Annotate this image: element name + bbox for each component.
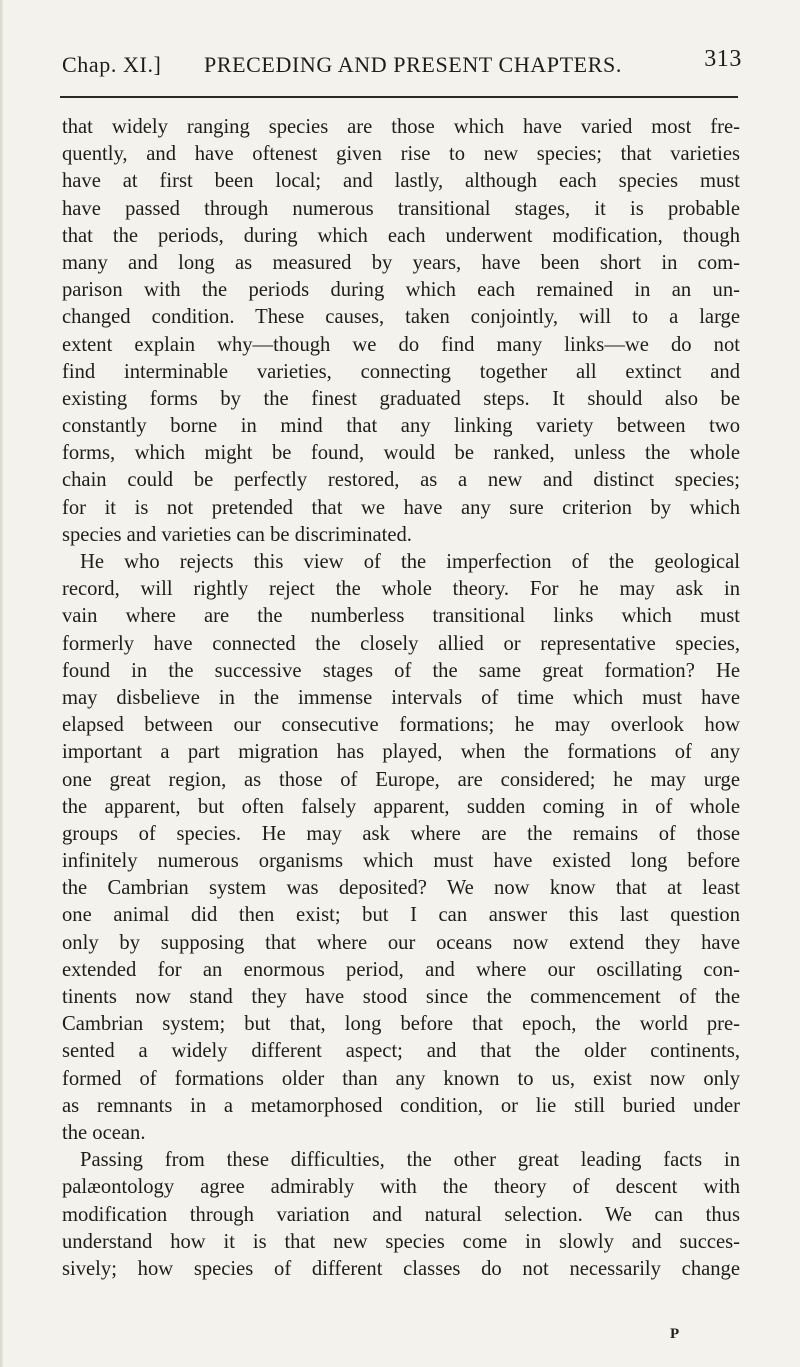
text-line: one animal did then exist; but I can answer this last question — [62, 904, 740, 927]
chapter-label: Chap. XI.] — [62, 52, 162, 77]
text-line: record, will rightly reject the whole theory. For he may ask in — [62, 578, 740, 601]
text-line: parison with the periods during which each remained in an un- — [62, 279, 740, 302]
running-title: PRECEDING AND PRESENT CHAPTERS. — [204, 52, 622, 77]
text-line: quently, and have oftenest given rise to new species; that varieties — [62, 143, 740, 166]
paragraph-end-line: species and varieties can be discriminated. — [62, 523, 412, 546]
paragraph-start-line: He who rejects this view of the imperfection of the geological — [80, 551, 740, 573]
text-line: for it is not pretended that we have any sure criterion by which — [62, 496, 740, 519]
text-line: forms, which might be found, would be ranked, unless the whole — [62, 442, 740, 465]
text-line: palæontology agree admirably with the theory of descent with — [62, 1176, 740, 1199]
text-line: groups of species. He may ask where are the remains of those — [62, 822, 740, 845]
text-line: infinitely numerous organisms which must have existed long before — [62, 850, 740, 873]
text-line: tinents now stand they have stood since the commencement of the — [62, 986, 740, 1008]
text-line: extended for an enormous period, and where our oscillating con- — [62, 958, 740, 981]
text-line: that widely ranging species are those which have varied most fre- — [62, 116, 740, 138]
text-line: one great region, as those of Europe, are considered; he may urge — [62, 768, 740, 791]
paragraph-start-line: Passing from these difficulties, the other great leading facts in — [80, 1149, 740, 1172]
text-line: that the periods, during which each underwent modification, though — [62, 224, 740, 247]
text-line: modification through variation and natural selection. We can thus — [62, 1203, 740, 1226]
page-number: 313 — [704, 46, 742, 72]
text-line: understand how it is that new species come in slowly and succes- — [62, 1230, 740, 1253]
running-head — [62, 46, 742, 84]
text-line: vain where are the numberless transitional links which must — [62, 605, 740, 628]
text-line: extent explain why—though we do find many links—we do not — [62, 333, 740, 356]
text-line: only by supposing that where our oceans now extend they have — [62, 931, 740, 954]
text-line: many and long as measured by years, have been short in com- — [62, 251, 740, 274]
text-line: existing forms by the finest graduated steps. It should also be — [62, 387, 740, 410]
text-line: the Cambrian system was deposited? We now know that at least — [62, 877, 740, 900]
text-line: have passed through numerous transitional stages, it is probable — [62, 197, 740, 220]
text-line: chain could be perfectly restored, as a new and distinct species; — [62, 469, 740, 492]
text-line: may disbelieve in the immense intervals of time which must have — [62, 686, 740, 709]
page-binding-edge — [0, 0, 3, 1367]
body-text — [62, 114, 740, 1283]
paragraph-end-line: the ocean. — [62, 1121, 146, 1144]
text-line: elapsed between our consecutive formations; he may overlook how — [62, 714, 740, 737]
text-line: find interminable varieties, connecting together all extinct and — [62, 360, 740, 383]
signature-mark: P — [670, 1326, 680, 1342]
text-line: have at first been local; and lastly, although each species must — [62, 170, 740, 193]
text-line: constantly borne in mind that any linking variety between two — [62, 415, 740, 438]
text-line: Cambrian system; but that, long before that epoch, the world pre- — [62, 1013, 740, 1036]
text-line: changed condition. These causes, taken conjointly, will to a large — [62, 306, 740, 329]
text-line: the apparent, but often falsely apparent, sudden coming in of whole — [62, 795, 740, 818]
text-line: formerly have connected the closely allied or representative species, — [62, 632, 740, 655]
text-line: sented a widely different aspect; and that the older continents, — [62, 1040, 740, 1063]
text-line: important a part migration has played, when the formations of any — [62, 741, 740, 764]
text-line: found in the successive stages of the same great formation? He — [62, 659, 740, 682]
text-line: as remnants in a metamorphosed condition, or lie still buried under — [62, 1094, 740, 1117]
text-line: sively; how species of different classes do not necessarily change — [62, 1257, 740, 1280]
header-rule — [60, 96, 738, 98]
text-line: formed of formations older than any known to us, exist now only — [62, 1067, 740, 1090]
